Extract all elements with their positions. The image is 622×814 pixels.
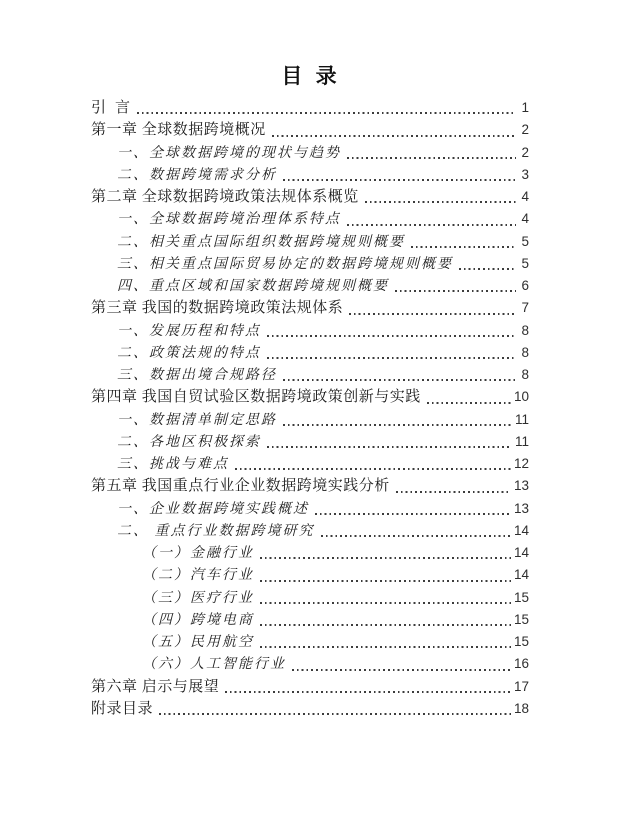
toc-entry <box>91 609 529 631</box>
toc-entry-page-number: 17 <box>513 678 529 694</box>
dot-leader <box>260 580 511 582</box>
toc-entry-page-number: 2 <box>521 144 529 160</box>
toc-entry-label: 二、相关重点国际组织数据跨境规则概要 <box>117 234 405 250</box>
toc-entry-label: 第五章 我国重点行业企业数据跨境实践分析 <box>91 478 390 495</box>
toc-entry-page-number: 4 <box>521 211 529 227</box>
dot-leader <box>267 446 512 448</box>
toc-entry-label: 第二章 全球数据跨境政策法规体系概览 <box>91 189 359 205</box>
toc-entry-page-number: 11 <box>514 433 529 449</box>
toc-entry-label: 三、数据出境合规路径 <box>117 368 277 383</box>
dot-leader <box>347 224 516 226</box>
toc-entry-page-number: 13 <box>513 478 529 494</box>
toc-entry-page-number: 14 <box>513 567 529 583</box>
toc-entry <box>91 320 529 342</box>
toc-entry-label: （三）医疗行业 <box>142 590 254 606</box>
toc-entry-page-number: 3 <box>521 166 529 182</box>
toc-entry-page-number: 8 <box>521 322 529 338</box>
toc-entry-page-number: 18 <box>513 700 529 716</box>
dot-leader <box>396 491 511 493</box>
toc-entry <box>91 431 529 453</box>
toc-entry-page-number: 11 <box>514 411 529 427</box>
toc-entry <box>91 653 529 675</box>
dot-leader <box>349 313 516 315</box>
toc-entry-page-number: 13 <box>513 500 529 516</box>
dot-leader <box>260 602 511 604</box>
dot-leader <box>272 135 516 137</box>
toc-entry <box>91 275 529 297</box>
toc-entry <box>91 142 529 164</box>
toc-entry-page-number: 14 <box>513 522 529 538</box>
dot-leader <box>225 691 511 693</box>
toc-entry-page-number: 10 <box>513 389 529 405</box>
toc-entry <box>91 253 529 275</box>
toc-entry <box>91 119 529 141</box>
toc-entry-label: （一）金融行业 <box>142 546 254 561</box>
toc-entry <box>91 453 529 475</box>
toc-entry-page-number: 8 <box>521 367 529 382</box>
toc-entry-page-number: 4 <box>521 189 529 204</box>
toc-entry-page-number: 6 <box>521 278 529 293</box>
toc-entry-page-number: 15 <box>513 611 529 627</box>
toc-entry <box>91 564 529 586</box>
toc-title: 目 录 <box>281 64 341 88</box>
toc-entry-label: 第三章 我国的数据跨境政策法规体系 <box>91 300 344 317</box>
toc-entry <box>91 409 529 431</box>
toc-entry-page-number: 1 <box>521 100 529 115</box>
toc-entry-label: 四、重点区域和国家数据跨境规则概要 <box>117 279 389 294</box>
dot-leader <box>283 379 516 381</box>
dot-leader <box>315 513 511 515</box>
toc-entry-page-number: 12 <box>513 456 529 471</box>
toc-entry <box>91 386 529 408</box>
toc-entry-label: （五）民用航空 <box>142 635 254 650</box>
toc-entry-label: （四）跨境电商 <box>142 612 254 628</box>
toc-entry-page-number: 5 <box>521 233 529 249</box>
toc-entry <box>91 208 529 230</box>
toc-entry-label: 附录目录 <box>91 700 154 717</box>
dot-leader <box>260 646 511 648</box>
dot-leader <box>137 112 516 114</box>
toc-entry-label: 二、政策法规的特点 <box>117 345 261 361</box>
toc-entry-page-number: 15 <box>513 634 529 649</box>
toc-entry-label: 二、 重点行业数据跨境研究 <box>117 523 315 539</box>
dot-leader <box>260 624 511 626</box>
dot-leader <box>411 246 516 248</box>
toc-entry <box>91 498 529 520</box>
dot-leader <box>365 201 516 203</box>
toc-entry <box>91 297 529 319</box>
toc-entry <box>91 698 529 720</box>
toc-entry-label: 一、全球数据跨境治理体系特点 <box>117 212 341 228</box>
dot-leader <box>427 402 511 404</box>
dot-leader <box>347 157 516 159</box>
toc-entry-label: 三、挑战与难点 <box>117 457 229 472</box>
toc-entry <box>91 342 529 364</box>
toc-entry-label: 第四章 我国自贸试验区数据跨境政策创新与实践 <box>91 389 421 406</box>
dot-leader <box>395 290 516 292</box>
toc-entry-label: （二）汽车行业 <box>142 568 254 584</box>
toc-entry-label: 引 言 <box>91 100 131 116</box>
toc-entry-page-number: 5 <box>521 255 529 271</box>
toc-entry <box>91 97 529 119</box>
dot-leader <box>321 535 511 537</box>
dot-leader <box>292 669 511 671</box>
toc-entry <box>91 676 529 698</box>
dot-leader <box>459 268 516 270</box>
toc-entry-label: 一、发展历程和特点 <box>117 323 261 339</box>
toc-entry-label: 第六章 启示与展望 <box>91 678 220 695</box>
toc-entry-page-number: 15 <box>513 589 529 605</box>
toc-entry-label: 一、数据清单制定思路 <box>117 412 277 428</box>
dot-leader <box>267 335 516 337</box>
toc-entry <box>91 164 529 186</box>
toc-entry <box>91 231 529 253</box>
dot-leader <box>267 357 516 359</box>
toc-entry-page-number: 2 <box>521 122 529 138</box>
toc-entry-page-number: 14 <box>513 545 529 560</box>
dot-leader <box>260 557 511 559</box>
toc-entry <box>91 631 529 653</box>
toc-entry-page-number: 7 <box>521 300 529 316</box>
dot-leader <box>159 713 511 715</box>
toc-entry <box>91 475 529 497</box>
toc-entry <box>91 587 529 609</box>
toc-entry <box>91 542 529 564</box>
toc-entry-page-number: 16 <box>513 656 529 672</box>
dot-leader <box>283 424 512 426</box>
toc-entry-label: 二、各地区积极探索 <box>117 434 261 450</box>
toc-list <box>91 97 529 720</box>
toc-entry-label: （六）人工智能行业 <box>142 657 286 673</box>
toc-entry <box>91 520 529 542</box>
toc-entry-label: 二、数据跨境需求分析 <box>117 167 277 183</box>
toc-entry-label: 三、相关重点国际贸易协定的数据跨境规则概要 <box>117 256 453 272</box>
toc-entry <box>91 186 529 208</box>
dot-leader <box>283 179 516 181</box>
toc-entry-label: 一、企业数据跨境实践概述 <box>117 501 309 517</box>
dot-leader <box>235 468 511 470</box>
toc-entry-label: 一、全球数据跨境的现状与趋势 <box>117 145 341 161</box>
toc-entry <box>91 364 529 386</box>
toc-entry-label: 第一章 全球数据跨境概况 <box>91 122 266 139</box>
toc-entry-page-number: 8 <box>521 344 529 360</box>
